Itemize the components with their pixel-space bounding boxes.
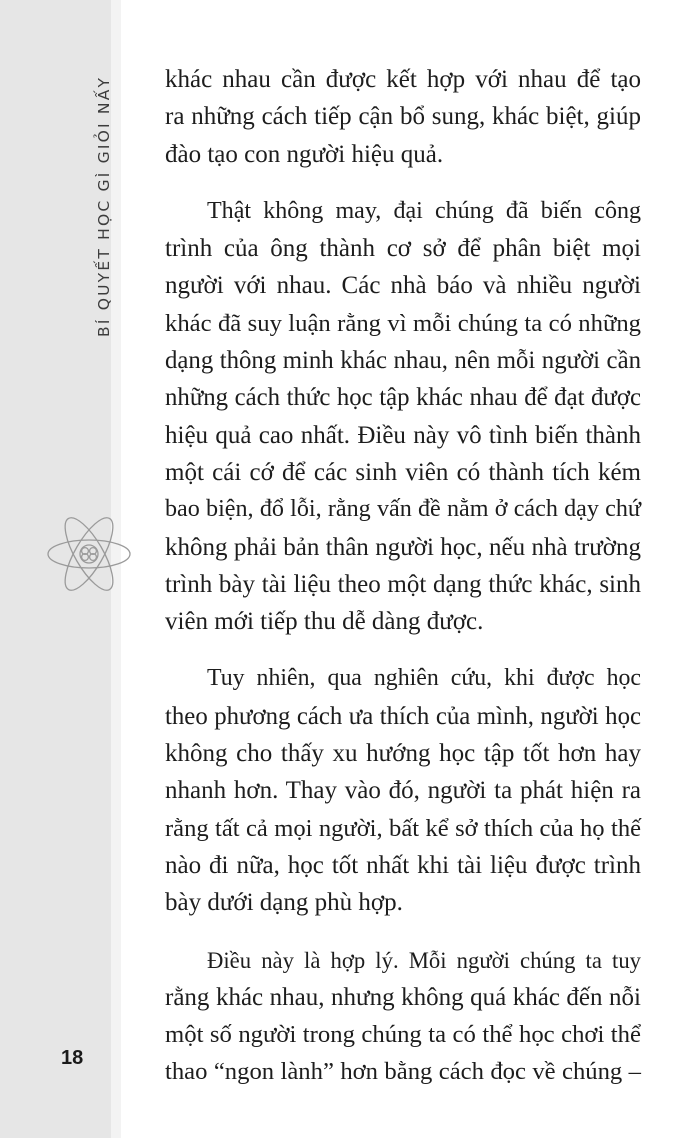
text-line: đào tạo con người hiệu quả. (165, 140, 444, 168)
text-line: thao “ngon lành” hơn bằng cách đọc về chúng – (165, 1058, 641, 1086)
text-line: Thật không may, đại chúng đã biến công (207, 197, 641, 224)
text-line: ra những cách tiếp cận bổ sung, khác biệt, giúp (165, 103, 641, 131)
text-line: trình bày tài liệu theo một dạng thức khác, sinh (165, 570, 641, 598)
text-line: Điều này là hợp lý. Mỗi người chúng ta tuy (207, 947, 641, 973)
text-line: Tuy nhiên, qua nghiên cứu, khi được học (207, 665, 641, 692)
text-line: rằng tất cả mọi người, bất kể sở thích của họ thế (165, 814, 641, 842)
text-line: không phải bản thân người học, nếu nhà trường (165, 533, 641, 561)
text-line: bày dưới dạng phù hợp. (165, 889, 403, 917)
text-line: rằng khác nhau, nhưng không quá khác đến nỗi (165, 983, 641, 1011)
paragraph (165, 61, 641, 173)
text-line: những cách thức học tập khác nhau để đạt được (165, 384, 641, 412)
text-line: theo phương cách ưa thích của mình, người học (165, 702, 641, 730)
text-line: người với nhau. Các nhà báo và nhiều người (165, 272, 641, 300)
paragraph (165, 942, 641, 1091)
text-line: khác đã suy luận rằng vì mỗi chúng ta có những (165, 309, 641, 337)
text-line: một cái cớ để các sinh viên có thành tích kém (165, 458, 641, 486)
paragraph (165, 193, 641, 641)
text-line: không cho thấy xu hướng học tập tốt hơn hay (165, 740, 641, 768)
body-text (165, 61, 641, 1111)
atom-icon (46, 513, 132, 595)
text-line: hiệu quả cao nhất. Điều này vô tình biến thành (165, 421, 641, 449)
page-number: 18 (61, 1047, 84, 1069)
paragraph (165, 660, 641, 921)
text-line: viên mới tiếp thu dễ dàng được. (165, 608, 484, 636)
running-title: BÍ QUYẾT HỌC GÌ GIỎI NẤY (95, 75, 113, 337)
text-line: trình của ông thành cơ sở để phân biệt mọi (165, 235, 641, 263)
text-line: nhanh hơn. Thay vào đó, người ta phát hiện ra (165, 777, 641, 805)
text-line: dạng thông minh khác nhau, nên mỗi người cần (165, 347, 641, 375)
text-line: khác nhau cần được kết hợp với nhau để tạo (165, 66, 641, 93)
text-line: bao biện, đổ lỗi, rằng vấn đề nằm ở cách dạy chứ (165, 496, 641, 523)
text-line: một số người trong chúng ta có thể học chơi thể (165, 1021, 641, 1049)
text-line: nào đi nữa, học tốt nhất khi tài liệu được trình (165, 851, 641, 879)
